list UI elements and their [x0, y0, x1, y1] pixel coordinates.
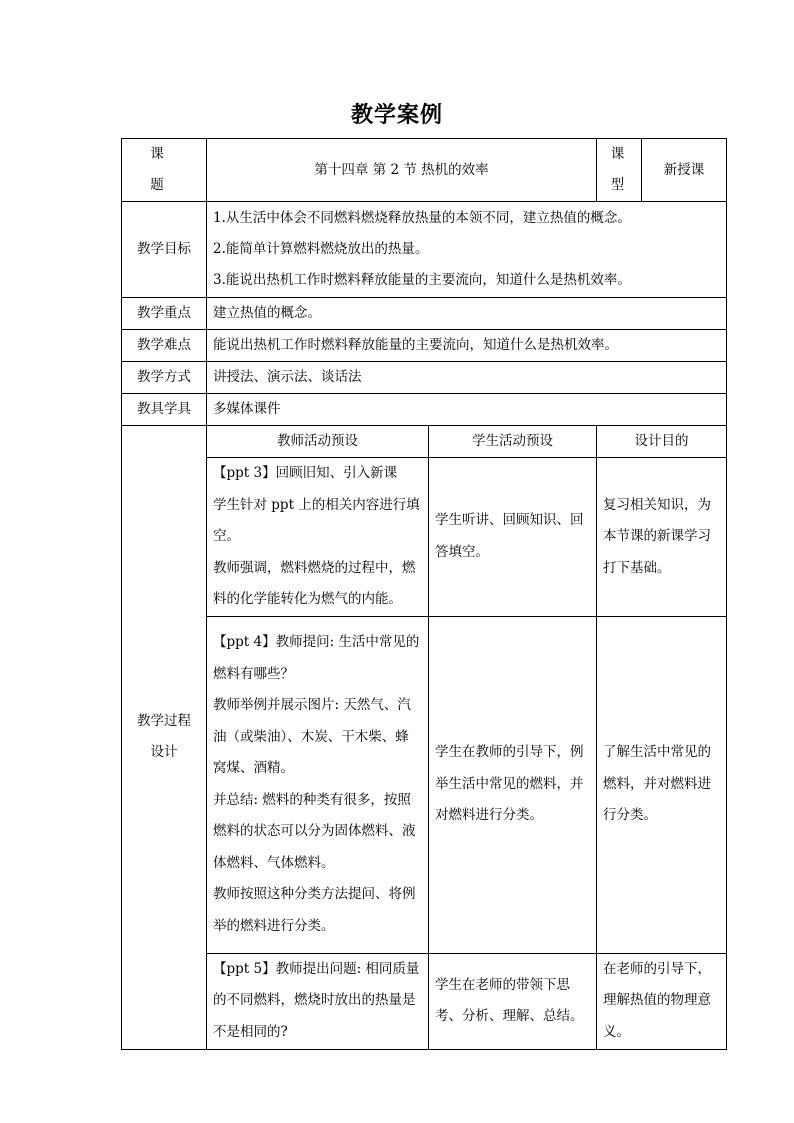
process-label-line1: 教学过程	[137, 713, 191, 730]
objectives-label: 教学目标	[122, 202, 207, 298]
process-row	[122, 458, 727, 617]
objectives-list	[207, 202, 727, 298]
purpose-header: 设计目的	[597, 426, 727, 458]
difficulty-label: 教学难点	[122, 330, 207, 362]
tools-label: 教具学具	[122, 394, 207, 426]
difficulty-value: 能说出热机工作时燃料释放能量的主要流向，知道什么是热机效率。	[207, 330, 727, 362]
design-purpose-text: 复习相关知识，为本节课的新课学习打下基础。	[603, 496, 712, 576]
student-activity-text: 学生听讲、回顾知识、回答填空。	[435, 512, 584, 560]
teacher-header: 教师活动预设	[207, 426, 429, 458]
teacher-activity	[207, 616, 429, 953]
method-label: 教学方式	[122, 362, 207, 394]
process-label	[122, 426, 207, 1050]
lesson-plan-table	[121, 138, 727, 1050]
tools-row	[122, 394, 727, 426]
teacher-activity	[207, 458, 429, 617]
design-purpose-text: 了解生活中常见的燃料，并对燃料进行分类。	[603, 744, 712, 824]
process-row	[122, 953, 727, 1049]
method-row	[122, 362, 727, 394]
teacher-activity-text: 【ppt 5】教师提出问题: 相同质量的不同燃料，燃烧时放出的热量是不是相同的?	[213, 960, 420, 1040]
teacher-activity-text: 【ppt 4】教师提问: 生活中常见的燃料有哪些？ 教师举例并展示图片: 天然气、汽油（或柴油）、木炭、干木柴、蜂窝煤、酒精。 并总结: 燃料的种类有很多，按照燃料的状态可以分为固体燃料、液体燃料、气体燃料。 教师按照这种分类方法提问、将例举的燃料进行分类。	[213, 634, 420, 934]
topic-value: 第十四章 第 2 节 热机的效率	[207, 139, 597, 202]
process-row	[122, 616, 727, 953]
design-purpose-text: 在老师的引导下，理解热值的物理意义。	[603, 960, 712, 1040]
teacher-activity-text: 【ppt 3】回顾旧知、引入新课 学生针对 ppt 上的相关内容进行填空。 教师强调，燃料燃烧的过程中，燃料的化学能转化为燃气的内能。	[213, 465, 420, 607]
difficulty-row	[122, 330, 727, 362]
objective-item: 3.能说出热机工作时燃料释放能量的主要流向，知道什么是热机效率。	[213, 272, 631, 288]
topic-label: 课 题	[122, 139, 207, 202]
process-header-row	[122, 426, 727, 458]
design-purpose	[597, 458, 727, 617]
tools-value: 多媒体课件	[207, 394, 727, 426]
objective-item: 1.从生活中体会不同燃料燃烧释放热量的本领不同，建立热值的概念。	[213, 210, 631, 226]
process-label-line2: 设计	[150, 744, 178, 761]
type-label: 课 型	[597, 139, 642, 202]
page-title: 教学案例	[350, 102, 443, 128]
student-activity	[429, 953, 597, 1049]
student-header: 学生活动预设	[429, 426, 597, 458]
objective-item: 2.能简单计算燃料燃烧放出的热量。	[213, 241, 429, 257]
teacher-activity	[207, 953, 429, 1049]
key-point-label: 教学重点	[122, 298, 207, 330]
design-purpose	[597, 616, 727, 953]
design-purpose	[597, 953, 727, 1049]
student-activity	[429, 458, 597, 617]
student-activity-text: 学生在老师的带领下思考、分析、理解、总结。	[435, 976, 584, 1024]
type-value: 新授课	[642, 139, 727, 202]
student-activity	[429, 616, 597, 953]
topic-row	[122, 139, 727, 202]
student-activity-text: 学生在教师的引导下，例举生活中常见的燃料，并对燃料进行分类。	[435, 744, 584, 824]
method-value: 讲授法、演示法、谈话法	[207, 362, 727, 394]
key-point-row	[122, 298, 727, 330]
key-point-value: 建立热值的概念。	[207, 298, 727, 330]
objectives-row	[122, 202, 727, 298]
